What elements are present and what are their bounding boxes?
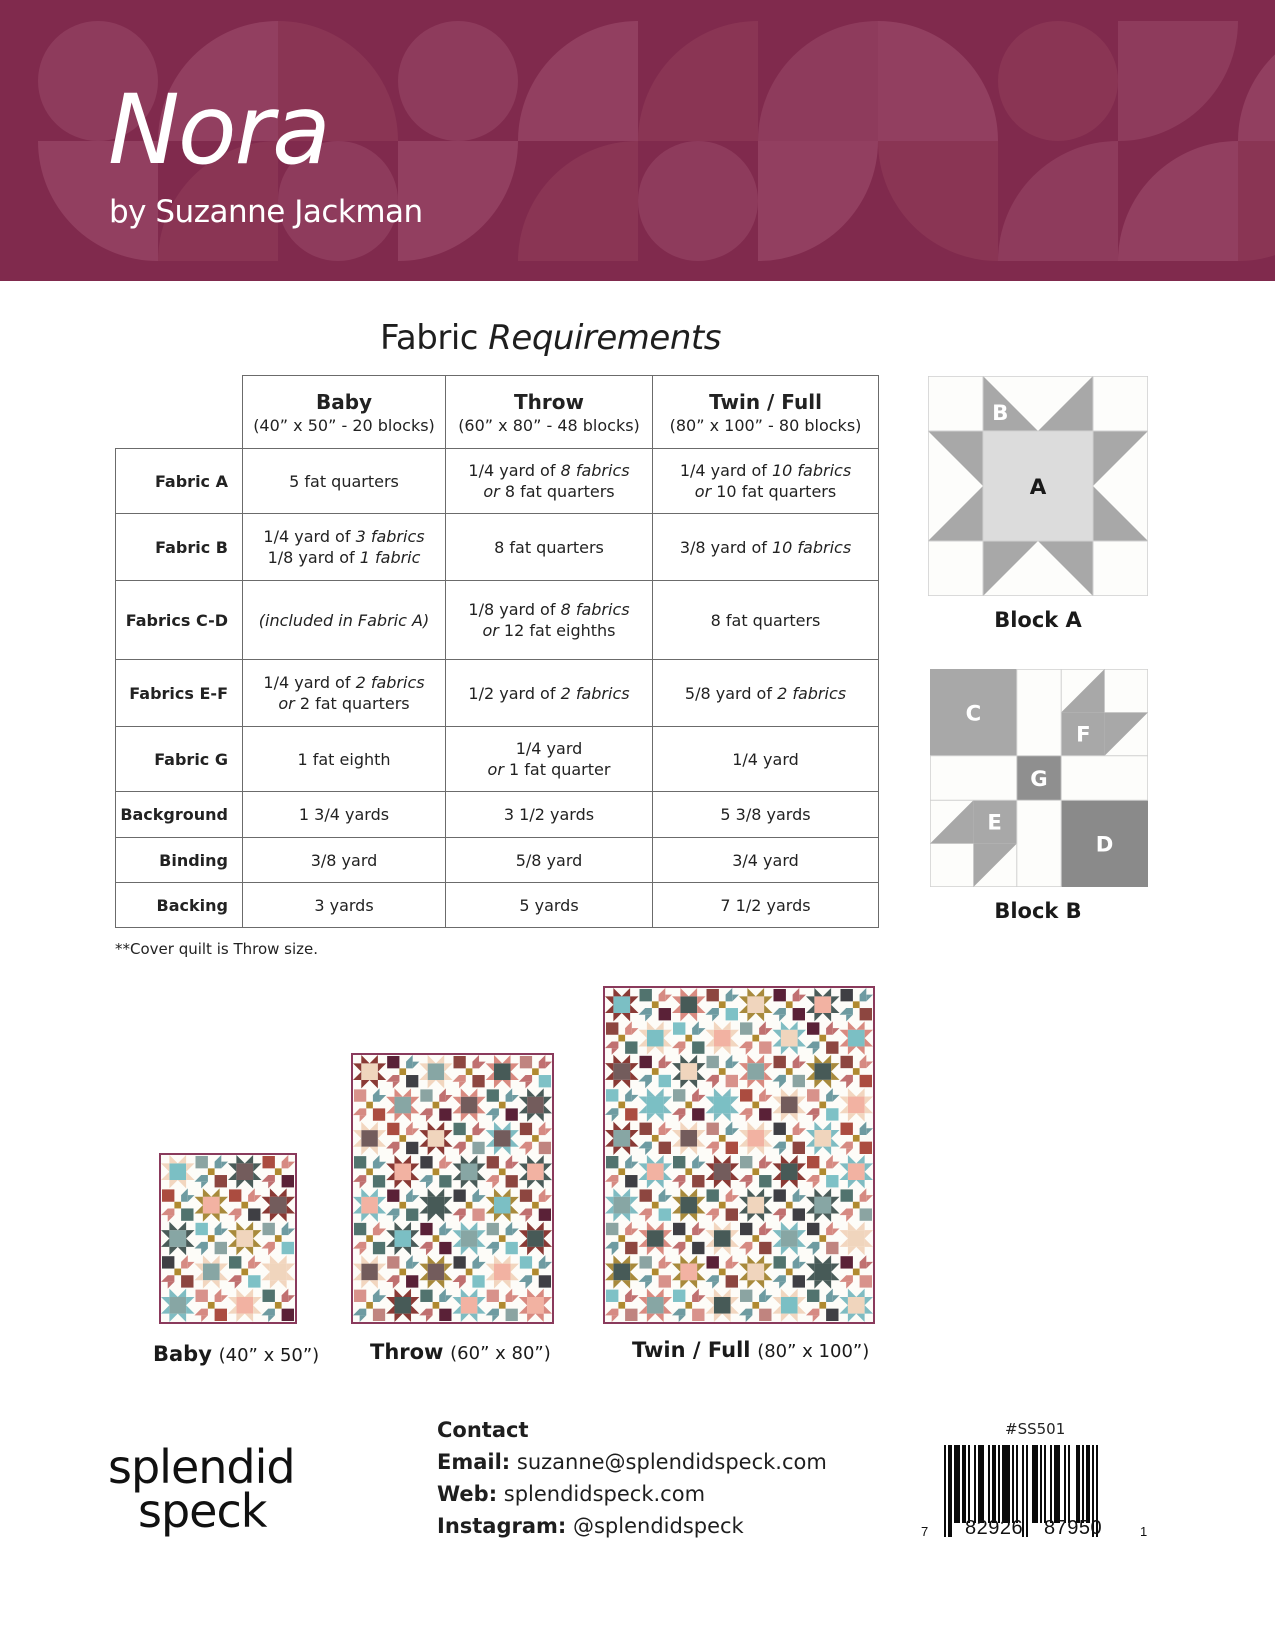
quilt-preview-throw: [351, 1053, 554, 1324]
section-title-fabric-requirements: [380, 318, 721, 358]
quilt-preview-twin-full: [603, 986, 875, 1324]
table-body: [116, 449, 879, 928]
cell-line: 1/4 yard of 3 fabrics: [263, 527, 425, 546]
cell-line: 8 fat quarters: [494, 537, 604, 557]
piece-a-label: A: [1029, 475, 1047, 501]
column-size: Throw: [514, 389, 584, 414]
cell-line: 1 fat eighth: [297, 749, 391, 769]
quilt-name: Throw: [370, 1340, 444, 1364]
cell-line: (included in Fabric A): [258, 610, 430, 630]
cell-line: 1/4 yard of 8 fabrics: [468, 461, 630, 480]
cell-line: 1/4 yard of 10 fabrics: [679, 461, 852, 480]
column-header-twin-full: [653, 376, 879, 449]
cell-line: 1 3/4 yards: [298, 805, 390, 824]
quilt-pattern-icon: [161, 1155, 295, 1322]
pattern-title: Nora: [108, 74, 329, 186]
cell-line: 7 1/2 yards: [720, 895, 811, 915]
table-cell: [446, 449, 653, 514]
cell-line: or 8 fat quarters: [483, 482, 615, 501]
piece-d-label: D: [1095, 831, 1114, 857]
cell-line: 5 3/8 yards: [720, 805, 811, 824]
table-cell: [653, 514, 879, 581]
quilt-label-twin-full: [632, 1338, 869, 1362]
cell-line: 1/4 yard: [732, 749, 799, 769]
table-cell: [243, 514, 446, 581]
table-row: [116, 792, 879, 838]
table-cell: [446, 883, 653, 928]
table-cell: [653, 449, 879, 514]
logo-line-2: speck: [138, 1484, 267, 1538]
column-size: Twin / Full: [709, 389, 822, 414]
upc-check-digit: 1: [1140, 1524, 1148, 1539]
fabric-requirements-table: [115, 375, 879, 928]
quilt-pattern-icon: [605, 988, 873, 1322]
table-header-row: [116, 376, 879, 449]
row-label: Fabric A: [116, 449, 243, 514]
logo-line-1: splendid: [108, 1440, 295, 1494]
cell-line: 3/8 yard of 10 fabrics: [679, 537, 852, 557]
piece-e-label: E: [987, 809, 1002, 835]
table-cell: [243, 581, 446, 660]
row-label: Binding: [116, 838, 243, 883]
block-b-diagram: [930, 669, 1148, 887]
table-cell: [243, 883, 446, 928]
cell-line: or 1 fat quarter: [487, 760, 611, 779]
contact-heading: Contact: [437, 1418, 529, 1442]
table-row: [116, 581, 879, 660]
designer-byline: by Suzanne Jackman: [109, 194, 423, 230]
row-label: Backing: [116, 883, 243, 928]
table-row: [116, 727, 879, 792]
cell-line: 5 yards: [519, 895, 579, 915]
table-cell: [243, 727, 446, 792]
cell-line: 1/8 yard of 1 fabric: [267, 548, 421, 567]
row-label: Background: [116, 792, 243, 838]
cell-line: or 2 fat quarters: [278, 694, 410, 713]
upc-right-digits: 87950: [1044, 1517, 1103, 1539]
cell-line: or 10 fat quarters: [694, 482, 837, 501]
column-header-baby: [243, 376, 446, 449]
quilt-pattern-icon: [353, 1055, 552, 1322]
quilt-dims: (60” x 80”): [450, 1343, 551, 1364]
table-cell: [446, 660, 653, 727]
piece-f-label: F: [1076, 721, 1091, 747]
table-row: [116, 449, 879, 514]
cell-line: 3/8 yard: [310, 850, 378, 870]
header-banner: [0, 0, 1275, 281]
column-size: Baby: [315, 389, 373, 414]
table-cell: [446, 727, 653, 792]
table-row: [116, 838, 879, 883]
table-cell: [243, 792, 446, 838]
quilt-dims: (80” x 100”): [757, 1341, 870, 1362]
contact-value: suzanne@splendidspeck.com: [510, 1450, 827, 1474]
row-label: Fabric G: [116, 727, 243, 792]
cell-line: 3 1/2 yards: [503, 805, 595, 824]
cell-line: 3 yards: [314, 895, 374, 915]
contact-email[interactable]: [437, 1450, 827, 1482]
table-cell: [653, 660, 879, 727]
column-header-throw: [446, 376, 653, 449]
cell-line: 1/2 yard of 2 fabrics: [468, 683, 630, 703]
quilt-dims: (40” x 50”): [218, 1345, 320, 1366]
cell-line: 8 fat quarters: [710, 610, 821, 630]
row-label: Fabrics C-D: [116, 581, 243, 660]
table-row: [116, 514, 879, 581]
row-label: Fabric B: [116, 514, 243, 581]
upc-left-digits: 82926: [965, 1517, 1024, 1539]
quilt-name: Baby: [153, 1342, 212, 1366]
quilt-label-throw: [370, 1340, 551, 1364]
cell-line: 3/4 yard: [732, 850, 799, 870]
title-plain: Fabric: [380, 318, 489, 358]
cell-line: or 12 fat eighths: [482, 621, 616, 640]
contact-value: splendidspeck.com: [497, 1482, 706, 1506]
column-dims: (80” x 100” - 80 blocks): [669, 415, 862, 435]
cell-line: 5/8 yard of 2 fabrics: [684, 683, 847, 703]
table-cell: [446, 581, 653, 660]
quilt-name: Twin / Full: [632, 1338, 751, 1362]
column-dims: (40” x 50” - 20 blocks): [253, 415, 435, 435]
table-cell: [446, 514, 653, 581]
table-cell: [446, 838, 653, 883]
piece-b-label: B: [992, 400, 1009, 426]
quilt-preview-baby: [159, 1153, 297, 1324]
contact-instagram[interactable]: [437, 1514, 827, 1546]
table-cell: [243, 660, 446, 727]
contact-block: [437, 1418, 827, 1546]
contact-value: @splendidspeck: [566, 1514, 744, 1538]
contact-web[interactable]: [437, 1482, 827, 1514]
piece-g-label: G: [1030, 766, 1048, 792]
piece-c-label: C: [965, 700, 982, 726]
table-cell: [243, 838, 446, 883]
upc-first-digit: 7: [921, 1524, 929, 1539]
table-cell: [653, 883, 879, 928]
contact-label: Instagram:: [437, 1514, 567, 1538]
row-label: Fabrics E-F: [116, 660, 243, 727]
table-cell: [653, 838, 879, 883]
table-row: [116, 660, 879, 727]
title-italic: Requirements: [488, 318, 721, 358]
block-b-label: Block B: [994, 899, 1082, 923]
header-corner: [116, 376, 243, 449]
cell-line: 1/8 yard of 8 fabrics: [468, 600, 630, 619]
contact-label: Email:: [437, 1450, 511, 1474]
footnote: **Cover quilt is Throw size.: [115, 940, 319, 958]
table-row: [116, 883, 879, 928]
cell-line: 1/4 yard: [515, 739, 583, 758]
block-a-label: Block A: [994, 608, 1082, 632]
sku-number: #SS501: [1005, 1420, 1066, 1438]
table-cell: [446, 792, 653, 838]
splendid-speck-logo: [108, 1440, 308, 1540]
block-a-diagram: [928, 376, 1148, 596]
table-cell: [243, 449, 446, 514]
quilt-label-baby: [153, 1342, 319, 1366]
table-cell: [653, 792, 879, 838]
cell-line: 1/4 yard of 2 fabrics: [263, 673, 425, 692]
column-dims: (60” x 80” - 48 blocks): [458, 415, 640, 435]
table-cell: [653, 727, 879, 792]
cell-line: 5/8 yard: [515, 850, 583, 870]
contact-label: Web:: [437, 1482, 498, 1506]
table-cell: [653, 581, 879, 660]
cell-line: 5 fat quarters: [289, 471, 399, 491]
